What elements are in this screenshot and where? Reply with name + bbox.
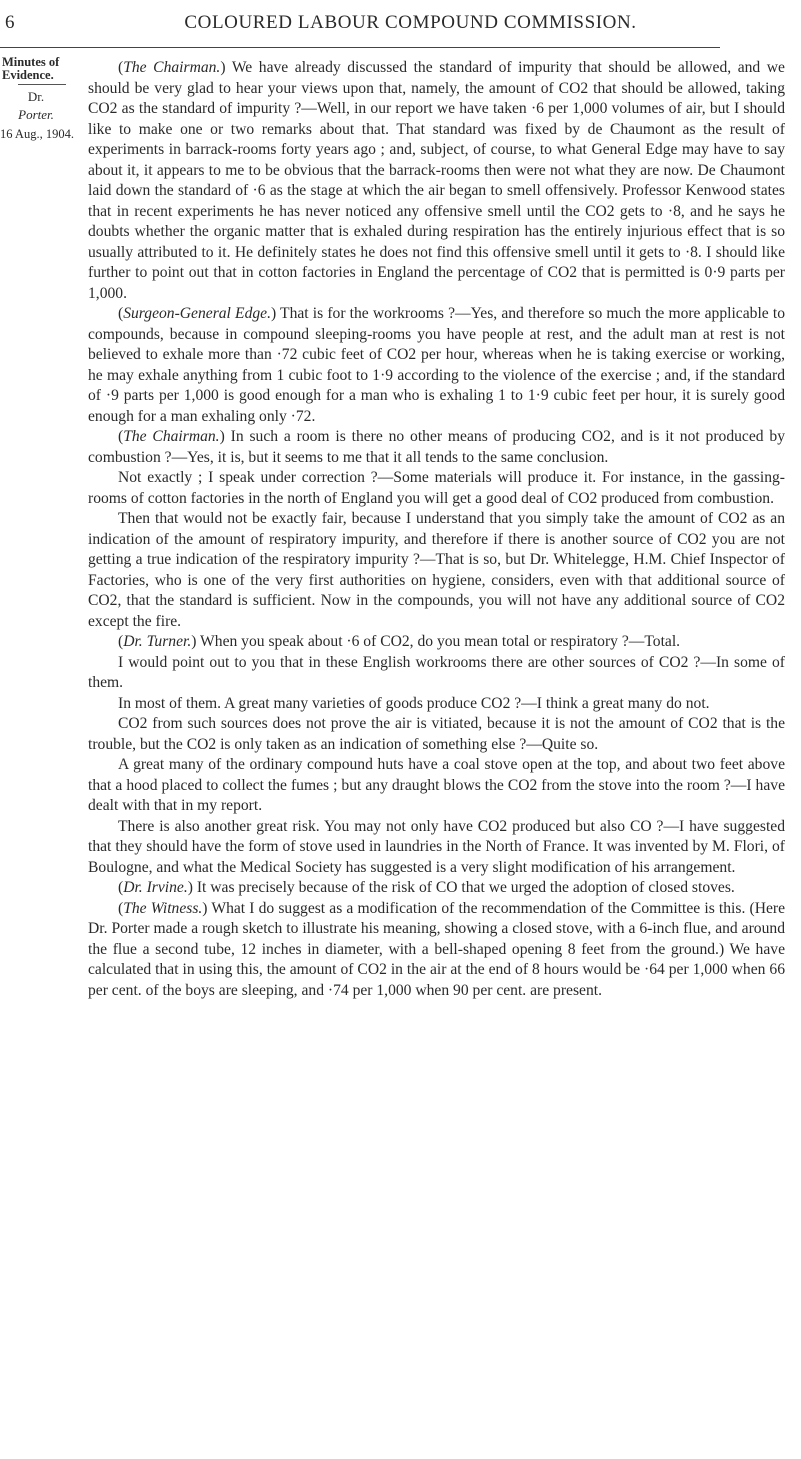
paragraph: [88, 632, 785, 653]
running-title: COLOURED LABOUR COMPOUND COMMISSION.: [184, 12, 637, 33]
speaker-paren-close: ): [202, 899, 208, 917]
paragraph-text: It was precisely because of the risk of CO that we urged the adoption of closed stoves.: [192, 879, 735, 896]
speaker-paren-open: (: [118, 59, 124, 76]
paragraph: [88, 58, 785, 304]
paragraph-text: In such a room is there no other means of producing CO2, and is it not produced by combustion ?—Yes, it is, but it seems to me that it all tends to the same conclusion.: [88, 428, 785, 466]
speaker-name: The Chairman.: [123, 428, 220, 445]
speaker-paren-close: ): [270, 305, 277, 322]
margin-notes: [0, 56, 72, 143]
speaker-name: The Chairman.: [123, 59, 221, 76]
paragraph: [88, 694, 785, 715]
witness-name: Porter.: [18, 107, 54, 122]
page-number: 6: [5, 12, 15, 33]
paragraph: [88, 899, 785, 1002]
speaker-paren-open: (: [118, 879, 124, 896]
margin-heading: Minutes of Evidence.: [2, 55, 60, 82]
speaker-paren-open: (: [118, 899, 124, 917]
evidence-text: [88, 58, 785, 1001]
speaker-name: Dr. Turner.: [123, 633, 192, 650]
paragraph: [88, 468, 785, 509]
paragraph-text: A great many of the ordinary compound huts have a coal stove open at the top, and about two feet above that a hood placed to collect the fumes ; but any draught blows the CO2 from the stove into the room ?—I have dealt with that in my report.: [88, 756, 785, 814]
margin-witness: [0, 88, 72, 124]
paragraph: [88, 714, 785, 755]
paragraph: [88, 878, 785, 899]
paragraph-text: We have already discussed the standard of impurity that should be allowed, and we should be very glad to hear your views upon that, namely, the amount of CO2 that should be allowed, taking CO2 as the standard of impurity ?—Well, in our report we have taken ·6 per 1,000 volumes of air, but I should like to make one or two remarks about that. That standard was fixed by de Chaumont as the result of experiments in barrack-rooms forty years ago ; and, subject, of course, to what General Edge may have to say about it, it appears to me to be obvious that the barrack-rooms then were not what they are now. De Chaumont laid down the standard of ·6 as the stage at which the air began to smell offensively. Professor Kenwood states that in recent experiments he has never noticed any offensive smell until the CO2 gets to ·8, and he says he doubts whether the organic matter that is exhaled during respiration has the entirely injurious effect that is so usually attributed to it. He definitely states he does not find this offensive smell until it gets to ·8. I should like further to point out that in cotton factories in England the percentage of CO2 that is permitted is 0·9 parts per 1,000.: [88, 59, 785, 302]
page-header: [0, 12, 801, 42]
paragraph-text: That is for the workrooms ?—Yes, and therefore so much the more applicable to compounds, because in compound sleeping-rooms you have people at rest, and the adult man at rest is not believed to exhale more than ·72 cubic feet of CO2 per hour, whereas when he is taking exercise or working, he may exhale anything from 1 cubic foot to 1·9 according to the violence of the exercise ; and, if the standard of ·9 parts per 1,000 is good enough for a man who is exhaling 1 to 1·9 cubic feet per hour, it is surely good enough for a man exhaling only ·72.: [88, 305, 785, 425]
paragraph-text: I would point out to you that in these English workrooms there are other sources of CO2 ?—In some of them.: [88, 653, 785, 691]
speaker-name: Dr. Irvine.: [123, 879, 188, 896]
paragraph-text: There is also another great risk. You may not only have CO2 produced but also CO ?—I have suggested that they should have the form of stove used in laundries in the North of France. It was invented by M. Flori, of Boulogne, and what the Medical Society has suggested is a very slight modification of his arrangement.: [88, 817, 785, 876]
witness-prefix: Dr.: [27, 89, 45, 104]
speaker-paren-close: ): [219, 428, 225, 445]
paragraph: [88, 817, 785, 879]
paragraph: [88, 304, 785, 427]
speaker-paren-close: ): [220, 59, 226, 76]
paragraph-text: When you speak about ·6 of CO2, do you mean total or respiratory ?—Total.: [196, 633, 681, 650]
paragraph: [88, 755, 785, 817]
speaker-paren-open: (: [118, 305, 124, 322]
speaker-paren-close: ): [191, 633, 197, 650]
paragraph: [88, 653, 785, 694]
margin-rule: [18, 84, 66, 85]
paragraph-text: In most of them. A great many varieties of goods produce CO2 ?—I think a great many do not.: [118, 694, 710, 712]
header-rule: [0, 47, 720, 48]
paragraph-text: Not exactly ; I speak under correction ?—Some materials will produce it. For instance, in the gassing-rooms of cotton factories in the north of England you will get a good deal of CO2 produced from combustion.: [88, 469, 785, 507]
margin-date: 16 Aug., 1904.: [0, 127, 74, 141]
speaker-name: Surgeon-General Edge.: [123, 305, 271, 322]
paragraph: [88, 509, 785, 632]
paragraph: [88, 427, 785, 468]
paragraph-text: Then that would not be exactly fair, because I understand that you simply take the amount of CO2 as an indication of the amount of respiratory impurity, and therefore if there is another source of CO2 you are not getting a true indication of the respiratory impurity ?—That is so, but Dr. Whitelegge, H.M. Chief Inspector of Factories, who is one of the very first authorities on hygiene, considers, even with that additional source of CO2, that the standard is sufficient. Now in the compounds, you will not have any additional source of CO2 except the fire.: [88, 510, 785, 630]
speaker-paren-open: (: [118, 428, 124, 445]
speaker-paren-close: ): [187, 879, 193, 896]
speaker-name: The Witness.: [123, 899, 203, 917]
speaker-paren-open: (: [118, 633, 124, 650]
paragraph-text: CO2 from such sources does not prove the air is vitiated, because it is not the amount of CO2 that is the trouble, but the CO2 is only taken as an indication of something else ?—Quite so.: [88, 715, 785, 753]
paragraph-text: What I do suggest as a modification of the recommendation of the Committee is this. (Here Dr. Porter made a rough sketch to illustrate his meaning, showing a closed stove, with a 6-inch flue, and around the flue a second tube, 12 inches in diameter, with a bell-shaped opening 8 feet from the ground.) We have calculated that in using this, the amount of CO2 in the air at the end of 8 hours would be ·64 per 1,000 when 66 per cent. of the boys are sleeping, and ·74 per 1,000 when 90 per cent. are present.: [88, 899, 785, 999]
